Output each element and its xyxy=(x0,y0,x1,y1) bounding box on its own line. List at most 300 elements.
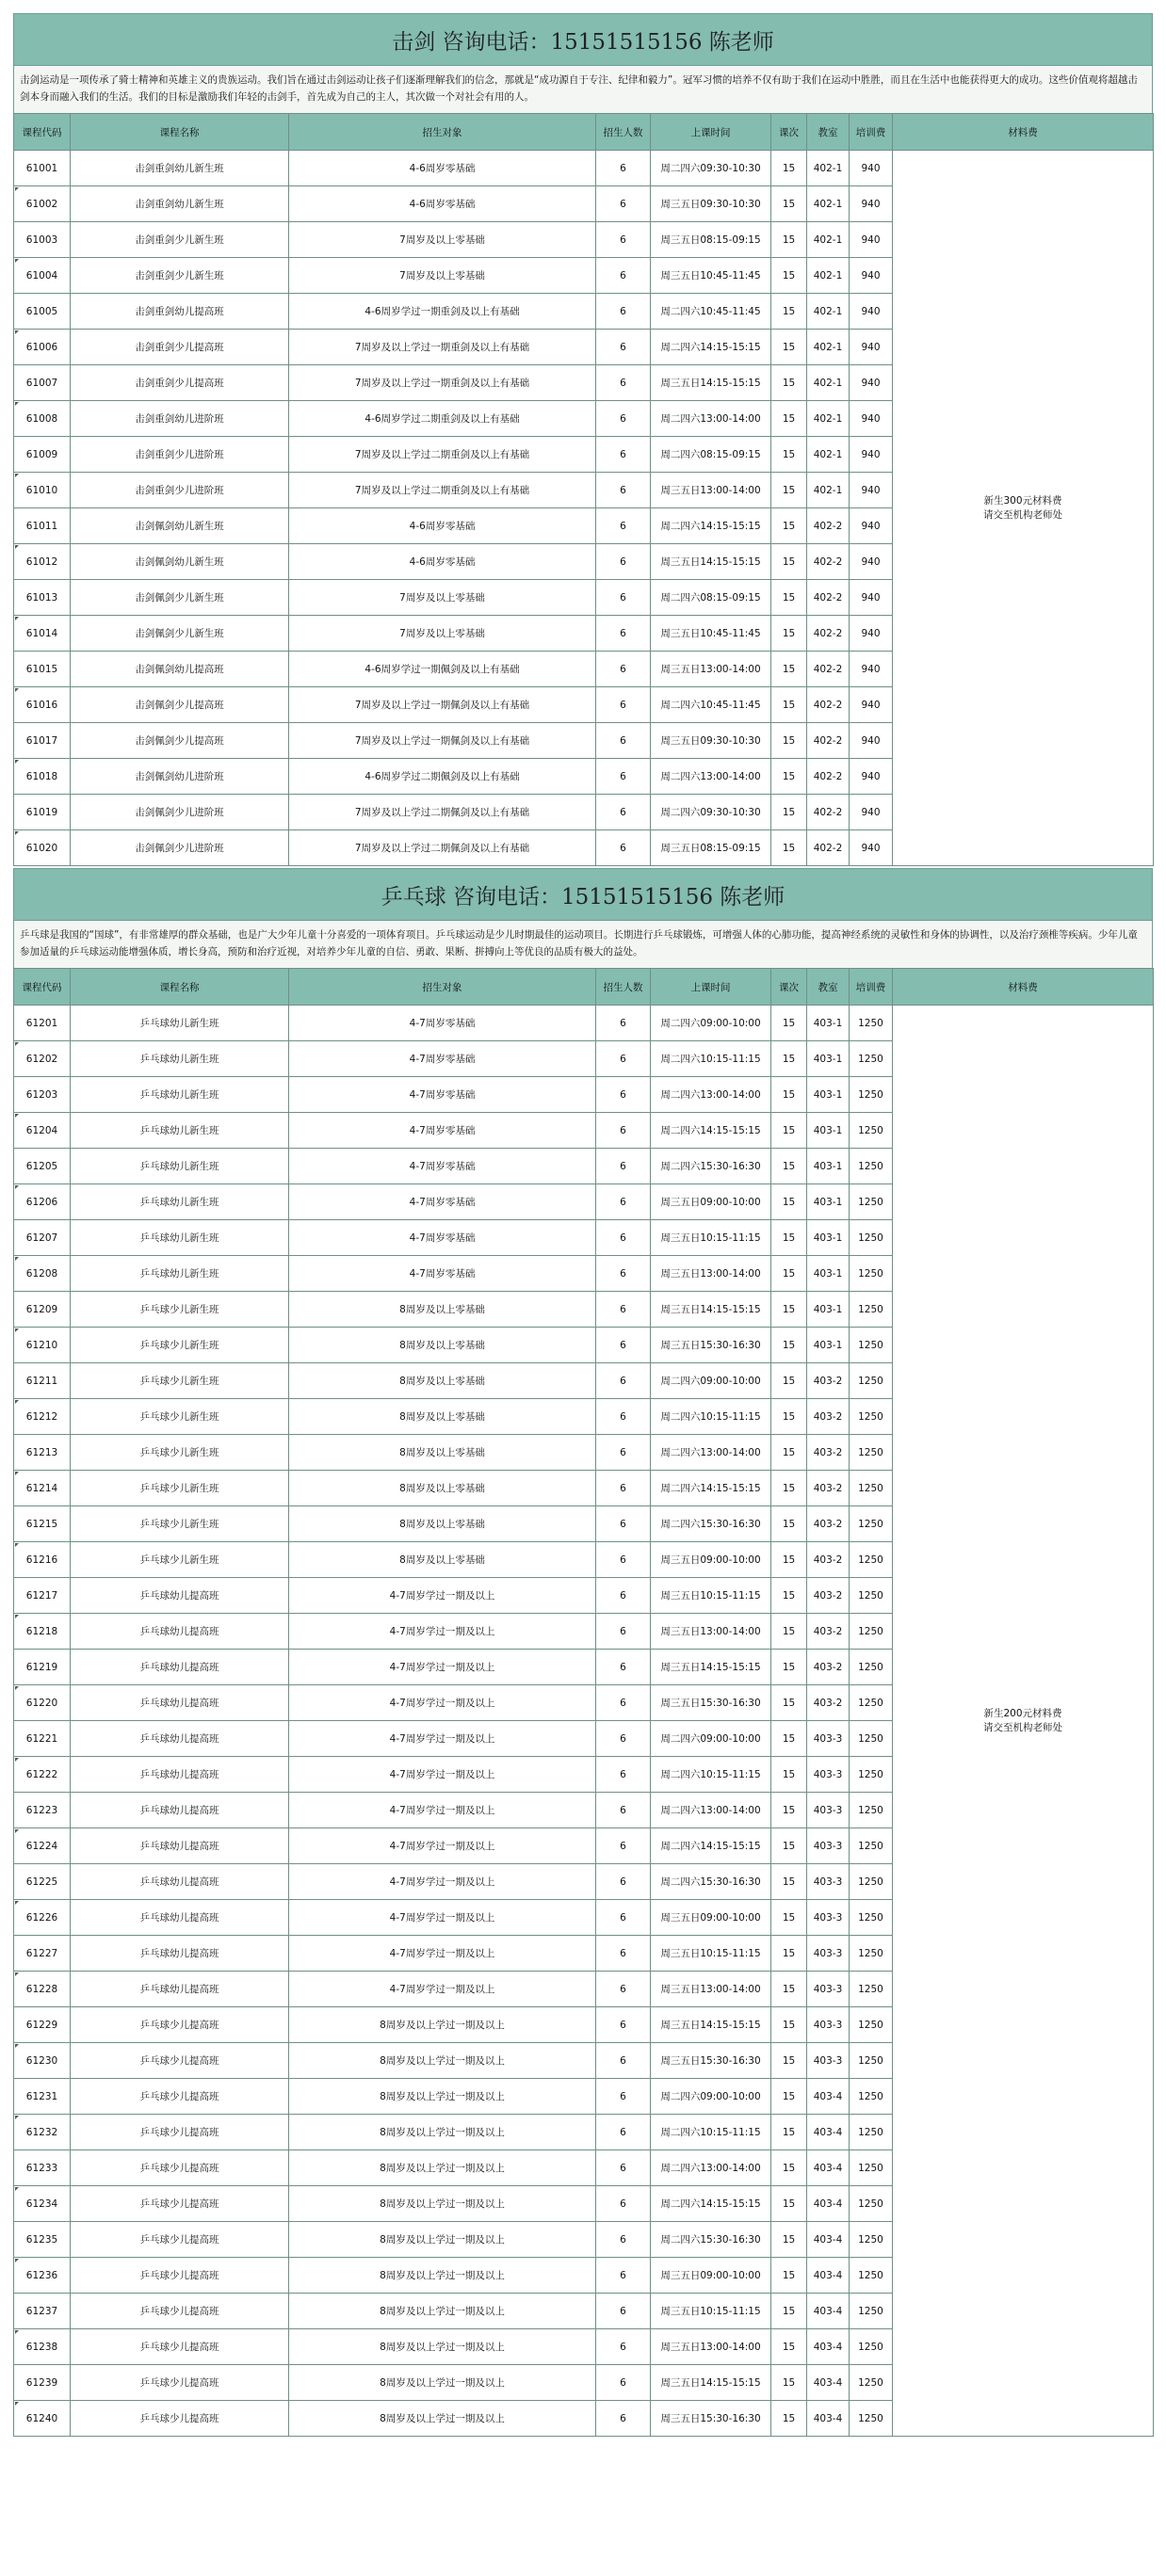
cell-classroom: 403-1 xyxy=(807,1006,850,1041)
cell-classroom: 402-2 xyxy=(807,723,850,759)
cell-sessions: 15 xyxy=(771,1292,807,1328)
cell-enroll-count: 6 xyxy=(596,2043,651,2079)
cell-sessions: 15 xyxy=(771,508,807,544)
cell-target: 7周岁及以上零基础 xyxy=(289,616,596,652)
cell-sessions: 15 xyxy=(771,2115,807,2150)
cell-class-time: 周二四六10:15-11:15 xyxy=(651,1041,771,1077)
cell-course-name: 乒乓球少儿提高班 xyxy=(71,2222,289,2258)
cell-course-code: 61011 xyxy=(14,508,71,544)
cell-target: 8周岁及以上零基础 xyxy=(289,1363,596,1399)
cell-enroll-count: 6 xyxy=(596,1757,651,1793)
cell-class-time: 周二四六09:00-10:00 xyxy=(651,2079,771,2115)
cell-target: 4-7周岁学过一期及以上 xyxy=(289,1650,596,1685)
cell-tuition: 1250 xyxy=(850,2079,893,2115)
cell-target: 4-7周岁零基础 xyxy=(289,1220,596,1256)
cell-class-time: 周三五日09:00-10:00 xyxy=(651,1900,771,1936)
cell-course-name: 乒乓球少儿提高班 xyxy=(71,2079,289,2115)
cell-target: 7周岁及以上学过一期佩剑及以上有基础 xyxy=(289,687,596,723)
cell-course-code: 61232 xyxy=(14,2115,71,2150)
cell-classroom: 403-3 xyxy=(807,2007,850,2043)
cell-classroom: 403-1 xyxy=(807,1256,850,1292)
cell-sessions: 15 xyxy=(771,294,807,330)
cell-target: 4-7周岁学过一期及以上 xyxy=(289,1900,596,1936)
cell-class-time: 周三五日09:00-10:00 xyxy=(651,2258,771,2294)
cell-classroom: 403-4 xyxy=(807,2222,850,2258)
cell-class-time: 周二四六10:15-11:15 xyxy=(651,2115,771,2150)
cell-sessions: 15 xyxy=(771,1113,807,1149)
cell-target: 8周岁及以上学过一期及以上 xyxy=(289,2329,596,2365)
cell-enroll-count: 6 xyxy=(596,723,651,759)
cell-course-name: 击剑重剑少儿进阶班 xyxy=(71,473,289,508)
cell-course-name: 击剑重剑幼儿新生班 xyxy=(71,186,289,222)
cell-tuition: 1250 xyxy=(850,1399,893,1435)
cell-target: 4-7周岁学过一期及以上 xyxy=(289,1685,596,1721)
cell-enroll-count: 6 xyxy=(596,1828,651,1864)
cell-target: 8周岁及以上零基础 xyxy=(289,1435,596,1471)
cell-tuition: 940 xyxy=(850,186,893,222)
cell-course-code: 61003 xyxy=(14,222,71,258)
cell-enroll-count: 6 xyxy=(596,1614,651,1650)
cell-class-time: 周三五日13:00-14:00 xyxy=(651,652,771,687)
cell-sessions: 15 xyxy=(771,437,807,473)
cell-classroom: 402-1 xyxy=(807,473,850,508)
cell-tuition: 1250 xyxy=(850,1828,893,1864)
cell-tuition: 1250 xyxy=(850,2365,893,2401)
cell-course-name: 乒乓球幼儿新生班 xyxy=(71,1041,289,1077)
cell-target: 7周岁及以上学过二期重剑及以上有基础 xyxy=(289,473,596,508)
cell-enroll-count: 6 xyxy=(596,2222,651,2258)
cell-enroll-count: 6 xyxy=(596,1077,651,1113)
cell-course-name: 乒乓球幼儿提高班 xyxy=(71,1828,289,1864)
pingpong-section xyxy=(13,868,1153,2437)
cell-sessions: 15 xyxy=(771,1864,807,1900)
cell-target: 7周岁及以上学过一期佩剑及以上有基础 xyxy=(289,723,596,759)
cell-course-name: 击剑佩剑少儿提高班 xyxy=(71,723,289,759)
fencing-header-material-fee: 材料费 xyxy=(893,114,1154,151)
cell-course-name: 击剑重剑少儿进阶班 xyxy=(71,437,289,473)
fencing-header-classroom: 教室 xyxy=(807,114,850,151)
cell-classroom: 402-1 xyxy=(807,437,850,473)
cell-sessions: 15 xyxy=(771,1542,807,1578)
cell-class-time: 周三五日09:00-10:00 xyxy=(651,1184,771,1220)
cell-classroom: 403-3 xyxy=(807,2043,850,2079)
cell-tuition: 1250 xyxy=(850,2329,893,2365)
cell-class-time: 周二四六09:00-10:00 xyxy=(651,1363,771,1399)
cell-classroom: 402-2 xyxy=(807,508,850,544)
cell-course-code: 61008 xyxy=(14,401,71,437)
cell-classroom: 402-2 xyxy=(807,616,850,652)
cell-enroll-count: 6 xyxy=(596,1256,651,1292)
cell-tuition: 1250 xyxy=(850,2186,893,2222)
cell-sessions: 15 xyxy=(771,473,807,508)
cell-course-name: 乒乓球少儿新生班 xyxy=(71,1328,289,1363)
cell-course-code: 61001 xyxy=(14,151,71,186)
pingpong-title: 乒乓球 咨询电话：15151515156 陈老师 xyxy=(13,868,1153,921)
cell-tuition: 940 xyxy=(850,437,893,473)
cell-class-time: 周二四六09:00-10:00 xyxy=(651,1006,771,1041)
cell-target: 8周岁及以上零基础 xyxy=(289,1506,596,1542)
cell-class-time: 周二四六10:45-11:45 xyxy=(651,687,771,723)
cell-enroll-count: 6 xyxy=(596,2329,651,2365)
cell-tuition: 1250 xyxy=(850,2294,893,2329)
cell-sessions: 15 xyxy=(771,2329,807,2365)
cell-course-code: 61235 xyxy=(14,2222,71,2258)
cell-course-code: 61019 xyxy=(14,795,71,830)
cell-tuition: 940 xyxy=(850,580,893,616)
cell-sessions: 15 xyxy=(771,1006,807,1041)
cell-enroll-count: 6 xyxy=(596,1578,651,1614)
cell-course-name: 乒乓球幼儿提高班 xyxy=(71,1936,289,1972)
cell-enroll-count: 6 xyxy=(596,830,651,866)
cell-course-name: 击剑佩剑幼儿进阶班 xyxy=(71,759,289,795)
cell-enroll-count: 6 xyxy=(596,2186,651,2222)
cell-classroom: 403-2 xyxy=(807,1685,850,1721)
cell-classroom: 403-1 xyxy=(807,1292,850,1328)
cell-target: 8周岁及以上零基础 xyxy=(289,1328,596,1363)
cell-enroll-count: 6 xyxy=(596,437,651,473)
cell-target: 4-7周岁零基础 xyxy=(289,1113,596,1149)
cell-sessions: 15 xyxy=(771,652,807,687)
cell-class-time: 周二四六14:15-15:15 xyxy=(651,508,771,544)
cell-target: 8周岁及以上学过一期及以上 xyxy=(289,2294,596,2329)
cell-course-code: 61016 xyxy=(14,687,71,723)
cell-class-time: 周二四六10:15-11:15 xyxy=(651,1757,771,1793)
cell-classroom: 403-3 xyxy=(807,1793,850,1828)
cell-class-time: 周三五日08:15-09:15 xyxy=(651,222,771,258)
cell-enroll-count: 6 xyxy=(596,2150,651,2186)
cell-sessions: 15 xyxy=(771,1650,807,1685)
cell-class-time: 周二四六14:15-15:15 xyxy=(651,2186,771,2222)
cell-classroom: 402-1 xyxy=(807,330,850,365)
cell-class-time: 周二四六13:00-14:00 xyxy=(651,401,771,437)
cell-tuition: 1250 xyxy=(850,1793,893,1828)
cell-target: 4-7周岁学过一期及以上 xyxy=(289,1793,596,1828)
cell-tuition: 940 xyxy=(850,652,893,687)
cell-course-name: 击剑佩剑少儿进阶班 xyxy=(71,830,289,866)
cell-enroll-count: 6 xyxy=(596,2007,651,2043)
cell-course-name: 击剑重剑幼儿新生班 xyxy=(71,151,289,186)
cell-course-code: 61213 xyxy=(14,1435,71,1471)
cell-class-time: 周三五日08:15-09:15 xyxy=(651,830,771,866)
cell-tuition: 940 xyxy=(850,616,893,652)
cell-course-code: 61004 xyxy=(14,258,71,294)
cell-classroom: 403-4 xyxy=(807,2294,850,2329)
cell-class-time: 周三五日14:15-15:15 xyxy=(651,365,771,401)
cell-sessions: 15 xyxy=(771,1184,807,1220)
cell-enroll-count: 6 xyxy=(596,1721,651,1757)
cell-classroom: 403-1 xyxy=(807,1041,850,1077)
cell-enroll-count: 6 xyxy=(596,473,651,508)
cell-sessions: 15 xyxy=(771,580,807,616)
cell-tuition: 1250 xyxy=(850,1972,893,2007)
cell-tuition: 940 xyxy=(850,151,893,186)
cell-course-name: 击剑重剑少儿提高班 xyxy=(71,330,289,365)
fencing-header-enroll-count: 招生人数 xyxy=(596,114,651,151)
cell-course-name: 击剑重剑幼儿提高班 xyxy=(71,294,289,330)
cell-course-name: 乒乓球少儿提高班 xyxy=(71,2365,289,2401)
cell-sessions: 15 xyxy=(771,1578,807,1614)
cell-tuition: 1250 xyxy=(850,2258,893,2294)
cell-classroom: 402-1 xyxy=(807,401,850,437)
cell-tuition: 1250 xyxy=(850,1471,893,1506)
cell-course-name: 乒乓球幼儿提高班 xyxy=(71,1972,289,2007)
cell-course-name: 乒乓球少儿提高班 xyxy=(71,2329,289,2365)
cell-enroll-count: 6 xyxy=(596,687,651,723)
cell-class-time: 周三五日15:30-16:30 xyxy=(651,2043,771,2079)
cell-course-code: 61209 xyxy=(14,1292,71,1328)
cell-tuition: 940 xyxy=(850,258,893,294)
cell-class-time: 周三五日13:00-14:00 xyxy=(651,2329,771,2365)
cell-target: 4-7周岁学过一期及以上 xyxy=(289,1721,596,1757)
cell-classroom: 403-1 xyxy=(807,1077,850,1113)
cell-tuition: 1250 xyxy=(850,1006,893,1041)
cell-course-name: 乒乓球少儿新生班 xyxy=(71,1506,289,1542)
cell-tuition: 1250 xyxy=(850,1757,893,1793)
cell-target: 4-6周岁学过二期重剑及以上有基础 xyxy=(289,401,596,437)
cell-sessions: 15 xyxy=(771,795,807,830)
cell-enroll-count: 6 xyxy=(596,2294,651,2329)
cell-course-code: 61236 xyxy=(14,2258,71,2294)
cell-class-time: 周三五日09:30-10:30 xyxy=(651,186,771,222)
cell-target: 8周岁及以上学过一期及以上 xyxy=(289,2079,596,2115)
cell-enroll-count: 6 xyxy=(596,151,651,186)
cell-tuition: 940 xyxy=(850,723,893,759)
cell-classroom: 403-4 xyxy=(807,2365,850,2401)
pingpong-material-fee-note: 新生200元材料费 请交至机构老师处 xyxy=(893,1006,1154,2437)
cell-course-name: 乒乓球幼儿提高班 xyxy=(71,1721,289,1757)
cell-target: 4-7周岁学过一期及以上 xyxy=(289,1757,596,1793)
cell-course-code: 61212 xyxy=(14,1399,71,1435)
pingpong-header-sessions: 课次 xyxy=(771,969,807,1006)
cell-classroom: 403-4 xyxy=(807,2329,850,2365)
pingpong-header-material-fee: 材料费 xyxy=(893,969,1154,1006)
cell-sessions: 15 xyxy=(771,616,807,652)
cell-course-name: 击剑重剑少儿提高班 xyxy=(71,365,289,401)
cell-sessions: 15 xyxy=(771,1936,807,1972)
cell-sessions: 15 xyxy=(771,1041,807,1077)
cell-sessions: 15 xyxy=(771,1256,807,1292)
cell-enroll-count: 6 xyxy=(596,508,651,544)
cell-course-code: 61203 xyxy=(14,1077,71,1113)
cell-course-name: 乒乓球少儿新生班 xyxy=(71,1292,289,1328)
cell-course-name: 乒乓球幼儿提高班 xyxy=(71,1614,289,1650)
cell-class-time: 周二四六15:30-16:30 xyxy=(651,1864,771,1900)
cell-classroom: 403-3 xyxy=(807,1936,850,1972)
cell-target: 4-7周岁学过一期及以上 xyxy=(289,1864,596,1900)
cell-sessions: 15 xyxy=(771,2294,807,2329)
cell-sessions: 15 xyxy=(771,1435,807,1471)
cell-tuition: 1250 xyxy=(850,1900,893,1936)
cell-sessions: 15 xyxy=(771,759,807,795)
cell-course-code: 61014 xyxy=(14,616,71,652)
cell-class-time: 周二四六10:45-11:45 xyxy=(651,294,771,330)
cell-classroom: 402-2 xyxy=(807,544,850,580)
cell-sessions: 15 xyxy=(771,2365,807,2401)
cell-class-time: 周三五日10:15-11:15 xyxy=(651,2294,771,2329)
cell-course-name: 乒乓球幼儿提高班 xyxy=(71,1685,289,1721)
cell-enroll-count: 6 xyxy=(596,1292,651,1328)
cell-class-time: 周三五日13:00-14:00 xyxy=(651,473,771,508)
cell-course-code: 61205 xyxy=(14,1149,71,1184)
cell-sessions: 15 xyxy=(771,222,807,258)
cell-enroll-count: 6 xyxy=(596,1328,651,1363)
cell-course-code: 61230 xyxy=(14,2043,71,2079)
cell-tuition: 1250 xyxy=(850,1650,893,1685)
cell-sessions: 15 xyxy=(771,687,807,723)
cell-sessions: 15 xyxy=(771,1399,807,1435)
cell-tuition: 1250 xyxy=(850,1041,893,1077)
table-row xyxy=(14,1006,1154,1041)
cell-course-code: 61219 xyxy=(14,1650,71,1685)
cell-tuition: 1250 xyxy=(850,1721,893,1757)
cell-course-code: 61208 xyxy=(14,1256,71,1292)
cell-enroll-count: 6 xyxy=(596,1936,651,1972)
cell-course-code: 61215 xyxy=(14,1506,71,1542)
fencing-header-target: 招生对象 xyxy=(289,114,596,151)
cell-course-code: 61216 xyxy=(14,1542,71,1578)
cell-course-code: 61013 xyxy=(14,580,71,616)
cell-class-time: 周二四六09:30-10:30 xyxy=(651,795,771,830)
cell-classroom: 402-1 xyxy=(807,151,850,186)
cell-classroom: 403-2 xyxy=(807,1650,850,1685)
cell-course-code: 61214 xyxy=(14,1471,71,1506)
cell-course-code: 61202 xyxy=(14,1041,71,1077)
cell-course-code: 61006 xyxy=(14,330,71,365)
cell-course-code: 61228 xyxy=(14,1972,71,2007)
cell-course-name: 击剑佩剑幼儿新生班 xyxy=(71,544,289,580)
cell-course-code: 61226 xyxy=(14,1900,71,1936)
cell-course-code: 61231 xyxy=(14,2079,71,2115)
cell-tuition: 1250 xyxy=(850,1292,893,1328)
cell-class-time: 周三五日10:45-11:45 xyxy=(651,258,771,294)
cell-tuition: 940 xyxy=(850,330,893,365)
cell-classroom: 402-2 xyxy=(807,652,850,687)
cell-classroom: 403-2 xyxy=(807,1614,850,1650)
cell-course-code: 61207 xyxy=(14,1220,71,1256)
fencing-header-class-time: 上课时间 xyxy=(651,114,771,151)
cell-enroll-count: 6 xyxy=(596,330,651,365)
cell-target: 8周岁及以上学过一期及以上 xyxy=(289,2150,596,2186)
cell-enroll-count: 6 xyxy=(596,2115,651,2150)
cell-course-code: 61005 xyxy=(14,294,71,330)
cell-sessions: 15 xyxy=(771,1614,807,1650)
cell-course-name: 乒乓球幼儿提高班 xyxy=(71,1578,289,1614)
cell-classroom: 402-1 xyxy=(807,222,850,258)
cell-sessions: 15 xyxy=(771,1077,807,1113)
cell-sessions: 15 xyxy=(771,365,807,401)
cell-class-time: 周三五日13:00-14:00 xyxy=(651,1972,771,2007)
cell-sessions: 15 xyxy=(771,2401,807,2437)
cell-sessions: 15 xyxy=(771,1328,807,1363)
cell-enroll-count: 6 xyxy=(596,401,651,437)
cell-tuition: 1250 xyxy=(850,1864,893,1900)
cell-tuition: 940 xyxy=(850,365,893,401)
cell-enroll-count: 6 xyxy=(596,1650,651,1685)
cell-class-time: 周二四六14:15-15:15 xyxy=(651,330,771,365)
cell-class-time: 周二四六14:15-15:15 xyxy=(651,1828,771,1864)
cell-class-time: 周二四六08:15-09:15 xyxy=(651,437,771,473)
cell-course-code: 61237 xyxy=(14,2294,71,2329)
cell-course-code: 61010 xyxy=(14,473,71,508)
cell-enroll-count: 6 xyxy=(596,1184,651,1220)
cell-target: 7周岁及以上学过二期佩剑及以上有基础 xyxy=(289,830,596,866)
cell-classroom: 403-2 xyxy=(807,1578,850,1614)
cell-enroll-count: 6 xyxy=(596,1006,651,1041)
cell-target: 4-6周岁学过一期佩剑及以上有基础 xyxy=(289,652,596,687)
cell-class-time: 周二四六14:15-15:15 xyxy=(651,1113,771,1149)
cell-target: 4-6周岁零基础 xyxy=(289,186,596,222)
cell-sessions: 15 xyxy=(771,2222,807,2258)
cell-tuition: 1250 xyxy=(850,1220,893,1256)
cell-tuition: 1250 xyxy=(850,2007,893,2043)
cell-class-time: 周三五日14:15-15:15 xyxy=(651,544,771,580)
cell-tuition: 1250 xyxy=(850,1614,893,1650)
cell-course-name: 击剑佩剑少儿新生班 xyxy=(71,580,289,616)
cell-course-name: 乒乓球少儿提高班 xyxy=(71,2294,289,2329)
cell-target: 8周岁及以上学过一期及以上 xyxy=(289,2007,596,2043)
cell-sessions: 15 xyxy=(771,1506,807,1542)
cell-course-name: 乒乓球少儿新生班 xyxy=(71,1363,289,1399)
cell-classroom: 403-4 xyxy=(807,2079,850,2115)
cell-tuition: 1250 xyxy=(850,1184,893,1220)
cell-class-time: 周二四六15:30-16:30 xyxy=(651,2222,771,2258)
cell-sessions: 15 xyxy=(771,2007,807,2043)
cell-target: 8周岁及以上学过一期及以上 xyxy=(289,2186,596,2222)
cell-classroom: 403-2 xyxy=(807,1435,850,1471)
cell-course-code: 61009 xyxy=(14,437,71,473)
pingpong-header-row xyxy=(14,969,1154,1006)
cell-tuition: 940 xyxy=(850,687,893,723)
cell-course-name: 乒乓球少儿新生班 xyxy=(71,1471,289,1506)
cell-class-time: 周二四六13:00-14:00 xyxy=(651,1435,771,1471)
cell-enroll-count: 6 xyxy=(596,1363,651,1399)
cell-classroom: 402-2 xyxy=(807,580,850,616)
cell-course-code: 61239 xyxy=(14,2365,71,2401)
cell-class-time: 周三五日15:30-16:30 xyxy=(651,2401,771,2437)
cell-tuition: 940 xyxy=(850,508,893,544)
cell-enroll-count: 6 xyxy=(596,1041,651,1077)
fencing-body xyxy=(14,151,1154,866)
cell-course-name: 击剑重剑幼儿进阶班 xyxy=(71,401,289,437)
cell-classroom: 403-2 xyxy=(807,1363,850,1399)
cell-tuition: 940 xyxy=(850,830,893,866)
cell-classroom: 403-3 xyxy=(807,1757,850,1793)
cell-tuition: 1250 xyxy=(850,1685,893,1721)
cell-tuition: 1250 xyxy=(850,2043,893,2079)
cell-tuition: 1250 xyxy=(850,1542,893,1578)
cell-class-time: 周二四六13:00-14:00 xyxy=(651,1793,771,1828)
cell-enroll-count: 6 xyxy=(596,1864,651,1900)
cell-course-name: 乒乓球少儿提高班 xyxy=(71,2258,289,2294)
cell-course-code: 61227 xyxy=(14,1936,71,1972)
cell-tuition: 1250 xyxy=(850,1363,893,1399)
cell-classroom: 402-2 xyxy=(807,795,850,830)
cell-classroom: 403-1 xyxy=(807,1328,850,1363)
cell-course-name: 击剑重剑少儿新生班 xyxy=(71,258,289,294)
cell-enroll-count: 6 xyxy=(596,1471,651,1506)
cell-enroll-count: 6 xyxy=(596,1900,651,1936)
pingpong-header-course-code: 课程代码 xyxy=(14,969,71,1006)
cell-course-code: 61229 xyxy=(14,2007,71,2043)
cell-classroom: 402-2 xyxy=(807,687,850,723)
cell-tuition: 940 xyxy=(850,795,893,830)
cell-enroll-count: 6 xyxy=(596,652,651,687)
cell-classroom: 402-2 xyxy=(807,830,850,866)
fencing-header-course-name: 课程名称 xyxy=(71,114,289,151)
cell-target: 8周岁及以上学过一期及以上 xyxy=(289,2401,596,2437)
cell-sessions: 15 xyxy=(771,544,807,580)
cell-course-name: 击剑佩剑少儿进阶班 xyxy=(71,795,289,830)
